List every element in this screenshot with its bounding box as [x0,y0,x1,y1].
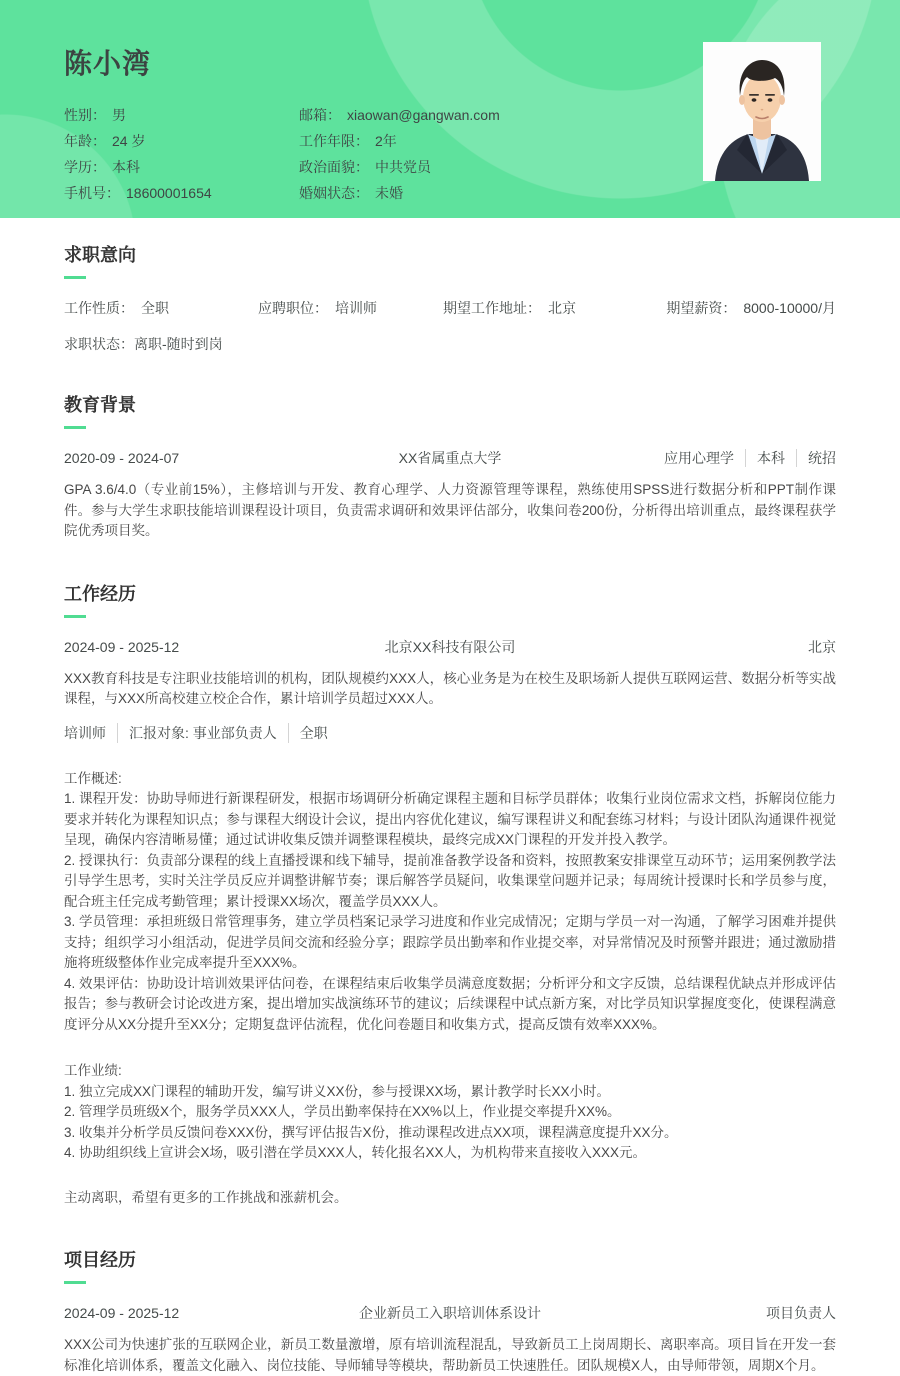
target-position-field [258,299,443,317]
work-overview-item: 3. 学员管理：承担班级日常管理事务，建立学员档案记录学习进度和作业完成情况；定期与学员一对一沟通，了解学习困难并提供支持；组织学习小组活动，促进学员间交流和经验分享；跟踪学员出勤率和作业提交率，对异常情况及时预警并跟进；通过激励措施将班级整体作业完成率提升至XXX%。 [64,914,836,970]
project-title: 项目经历 [64,1250,136,1270]
education-meta-row [64,449,836,467]
marital-status-label: 婚姻状态： [299,185,369,201]
project-role: 项目负责人 [766,1305,836,1321]
target-location-value: 北京 [548,300,576,316]
work-years-label: 工作年限： [299,133,369,149]
candidate-name: 陈小湾 [64,48,152,79]
email-value: xiaowan@gangwan.com [347,107,500,123]
leave-reason: 主动离职，希望有更多的工作挑战和涨薪机会。 [64,1189,348,1205]
accent-bar [64,1281,86,1284]
section-job-intent [64,243,836,353]
job-type-label: 工作性质： [64,300,134,316]
resume-header [0,0,900,218]
age-label: 年龄： [64,133,106,149]
job-type-field [64,299,258,317]
portrait-illustration [703,42,821,181]
accent-bar [64,276,86,279]
age-field [64,128,299,154]
work-overview-item: 2. 授课执行：负责部分课程的线上直播授课和线下辅导，提前准备教学设备和资料，按照教案安排课堂互动环节；运用案例教学法引导学生思考，实时关注学员反应并调整讲解节奏；课后解答学员疑问，收集课堂问题并记录；每周统计授课时长和学员参与度，配合班主任完成考勤管理；累计授课XX场次，覆盖学员XXX人。 [64,852,836,909]
education-school: XX省属重点大学 [398,450,502,466]
target-position-label: 应聘职位： [258,300,328,316]
marital-status-field [299,180,500,206]
phone-value: 18600001654 [126,185,212,201]
accent-bar [64,615,86,618]
age-value: 24 岁 [112,133,146,149]
expected-salary-label: 期望薪资： [666,300,737,316]
education-title: 教育背景 [64,395,136,415]
degree-value: 本科 [112,159,140,175]
project-description: XXX公司为快速扩张的互联网企业，新员工数量激增，原有培训流程混乱，导致新员工上岗周期长、离职率高。项目旨在开发一套标准化培训体系，覆盖文化融入、岗位技能、导师辅导等模块，帮助新员工快速胜任。团队规模X人，由导师带领，周期X个月。 [64,1337,836,1373]
education-major: 应用心理学 [664,450,734,466]
political-status-value: 中共党员 [375,159,431,175]
education-degree: 本科 [745,449,785,467]
education-description: GPA 3.6/4.0（专业前15%），主修培训与开发、教育心理学、人力资源管理等课程，熟练使用SPSS进行数据分析和PPT制作课件。参与大学生求职技能培训课程设计项目，负责需求调研和效果评估部分，收集问卷200份，分析得出培训重点，最终课程获学院优秀项目奖。 [64,482,836,538]
target-location-label: 期望工作地址： [443,300,541,316]
expected-salary-field [661,299,836,317]
project-meta-row [64,1304,836,1322]
work-years-value: 2年 [375,133,397,149]
education-date: 2020-09 - 2024-07 [64,450,180,466]
job-status-label: 求职状态： [64,336,134,352]
section-education [64,393,836,542]
work-date: 2024-09 - 2025-12 [64,638,180,655]
phone-label: 手机号： [64,185,120,201]
accent-bar [64,426,86,429]
job-type-value: 全职 [141,300,169,316]
work-years-field [299,128,500,154]
work-meta-row [64,638,836,656]
work-role: 培训师 [64,724,106,741]
resume-body [0,243,900,1376]
job-status-value: 离职-随时到岗 [134,336,223,352]
personal-info-left-column [64,102,299,206]
work-report-to: 汇报对象: 事业部负责人 [117,723,277,743]
education-tags [664,449,836,467]
work-overview-item: 4. 效果评估：协助设计培训效果评估问卷，在课程结束后收集学员满意度数据；分析评分和文字反馈，总结课程优缺点并形成评估报告；参与教研会讨论改进方案，提出增加实战演练环节的建议；后续课程中试点新方案，对比学员知识掌握度变化，使课程满意度评分从XX分提升至XX分；定期复盘评估流程，优化问卷题目和收集方式，提高反馈有效率XXX%。 [64,975,836,1032]
work-achievement-item: 4. 协助组织线上宣讲会X场，吸引潜在学员XXX人，转化报名XX人，为机构带来直接收入XXX元。 [64,1145,647,1160]
work-title: 工作经历 [64,583,136,604]
degree-field [64,154,299,180]
political-status-field [299,154,500,180]
job-status-field [64,335,836,353]
project-date: 2024-09 - 2025-12 [64,1305,180,1321]
work-achievement-item: 3. 收集并分析学员反馈问卷XXX份，撰写评估报告X份，推动课程改进点XX项，课程满意度提升XX分。 [64,1124,678,1140]
gender-label: 性别： [64,107,106,123]
political-status-label: 政治面貌： [299,159,369,175]
degree-label: 学历： [64,159,106,175]
work-employment-type: 全职 [288,723,328,743]
work-role-tags [64,723,328,743]
email-field [299,102,500,128]
gender-value: 男 [112,107,126,123]
work-overview-heading: 工作概述: [64,770,122,786]
education-enrollment-type: 统招 [796,449,836,467]
marital-status-value: 未婚 [375,185,403,201]
section-work-experience [64,582,836,1209]
phone-field [64,180,299,206]
work-location: 北京 [808,638,836,655]
work-company: 北京XX科技有限公司 [384,638,516,655]
job-intent-title: 求职意向 [64,245,136,265]
section-project-experience [64,1248,836,1376]
gender-field [64,102,299,128]
work-overview-block [64,769,836,1036]
email-label: 邮箱： [299,107,341,123]
target-location-field [443,299,661,317]
project-name: 企业新员工入职培训体系设计 [359,1305,541,1321]
target-position-value: 培训师 [335,300,377,316]
work-achievement-item: 2. 管理学员班级X个，服务学员XXX人，学员出勤率保持在XX%以上，作业提交率提升XX%。 [64,1104,621,1119]
personal-info-right-column [299,102,500,206]
work-overview-item: 1. 课程开发：协助导师进行新课程研发，根据市场调研分析确定课程主题和目标学员群体；收集行业岗位需求文档，拆解岗位能力要求并转化为课程知识点；参与课程大纲设计会议，提出内容优化建议，编写课程讲义和配套练习材料；与设计团队沟通课件视觉呈现，确保内容清晰易懂；通过试讲收集反馈并调整课程模块，最终完成XX门课程的开发并投入教学。 [64,791,836,847]
candidate-photo [703,42,821,181]
work-achievements-heading: 工作业绩: [64,1063,122,1078]
work-achievements-block [64,1061,836,1164]
job-intent-fields-row1 [64,299,836,317]
work-achievement-item: 1. 独立完成XX门课程的辅助开发，编写讲义XX份，参与授课XX场，累计教学时长XX小时。 [64,1083,611,1099]
expected-salary-value: 8000-10000/月 [743,300,836,316]
company-intro: XXX教育科技是专注职业技能培训的机构，团队规模约XXX人，核心业务是为在校生及职场新人提供互联网运营、数据分析等实战课程，与XXX所高校建立校企合作，累计培训学员超过XXX人。 [64,670,836,706]
